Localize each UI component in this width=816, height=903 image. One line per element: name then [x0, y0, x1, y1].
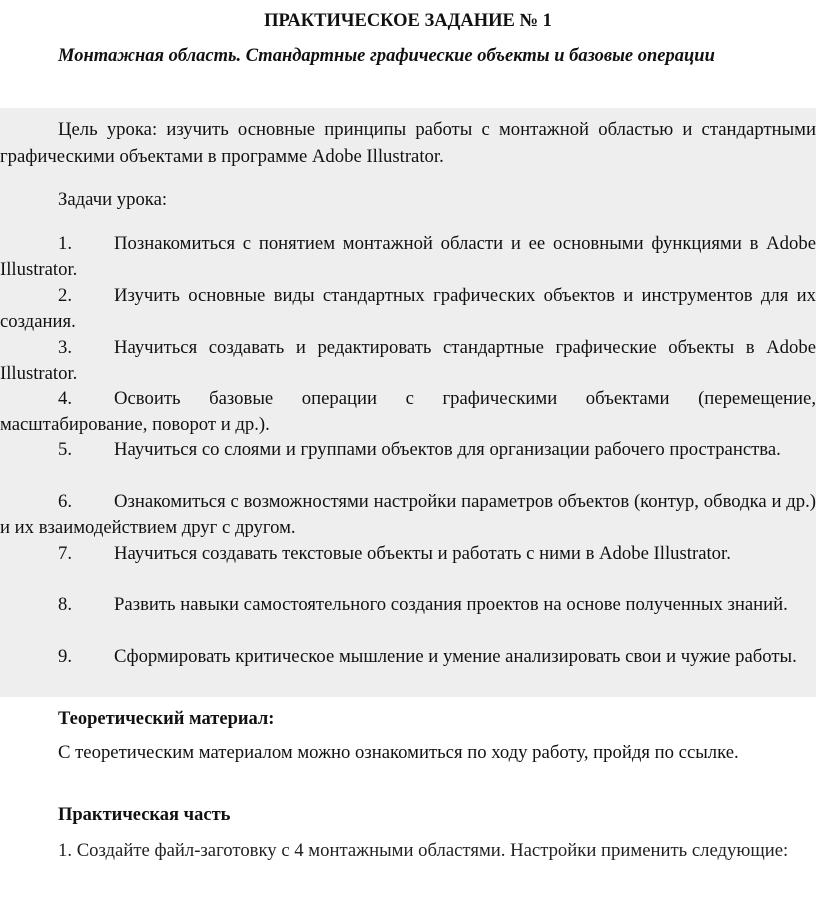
- task-text: Научиться создавать и редактировать стандартные графические объекты в Adobe Illustrator.: [0, 337, 816, 384]
- task-number: 5.: [58, 439, 73, 460]
- list-item: [0, 644, 816, 670]
- lesson-goal: Цель урока: изучить основные принципы работы с монтажной областью и стандартными графическими объектами в программе Adobe Illustrator.: [0, 119, 816, 167]
- practice-item: 1. Создайте файл-заготовку с 4 монтажными областями. Настройки применить следующие:: [58, 840, 789, 861]
- list-item: [0, 386, 816, 437]
- task-text: Освоить базовые операции с графическими объектами (перемещение, масштабирование, поворот и др.).: [0, 388, 816, 435]
- task-text: Изучить основные виды стандартных графических объектов и инструментов для их создания.: [0, 285, 816, 332]
- task-text: Ознакомиться с возможностями настройки параметров объектов (контур, обводка и др.) и их взаимодействием друг с другом.: [0, 491, 816, 538]
- theory-text: С теоретическим материалом можно ознакомиться по ходу работу, пройдя по ссылке.: [58, 742, 739, 763]
- page-subtitle: Монтажная область. Стандартные графические объекты и базовые операции: [58, 46, 715, 66]
- task-number: 2.: [58, 285, 73, 306]
- task-text: Научиться создавать текстовые объекты и работать с ними в Adobe Illustrator.: [114, 543, 731, 564]
- page-title: ПРАКТИЧЕСКОЕ ЗАДАНИЕ № 1: [264, 11, 552, 31]
- task-text: Познакомиться с понятием монтажной области и ее основными функциями в Adobe Illustrator.: [0, 233, 816, 280]
- task-number: 3.: [58, 337, 73, 358]
- list-item: [0, 283, 816, 334]
- task-text: Научиться со слоями и группами объектов для организации рабочего пространства.: [114, 439, 781, 460]
- practice-heading: Практическая часть: [58, 805, 231, 825]
- task-number: 1.: [58, 233, 73, 254]
- task-number: 7.: [58, 543, 73, 564]
- task-text: Сформировать критическое мышление и умение анализировать свои и чужие работы.: [114, 646, 797, 667]
- list-item: [0, 592, 816, 618]
- task-number: 8.: [58, 594, 73, 615]
- task-number: 9.: [58, 646, 73, 667]
- list-item: [0, 231, 816, 282]
- list-item: [0, 335, 816, 386]
- list-item: [0, 541, 816, 567]
- list-item: [0, 437, 816, 463]
- task-text: Развить навыки самостоятельного создания проектов на основе полученных знаний.: [114, 594, 788, 615]
- theory-heading: Теоретический материал:: [58, 709, 275, 729]
- task-number: 4.: [58, 388, 73, 409]
- list-item: [0, 489, 816, 540]
- tasks-heading: Задачи урока:: [58, 189, 168, 210]
- task-number: 6.: [58, 491, 73, 512]
